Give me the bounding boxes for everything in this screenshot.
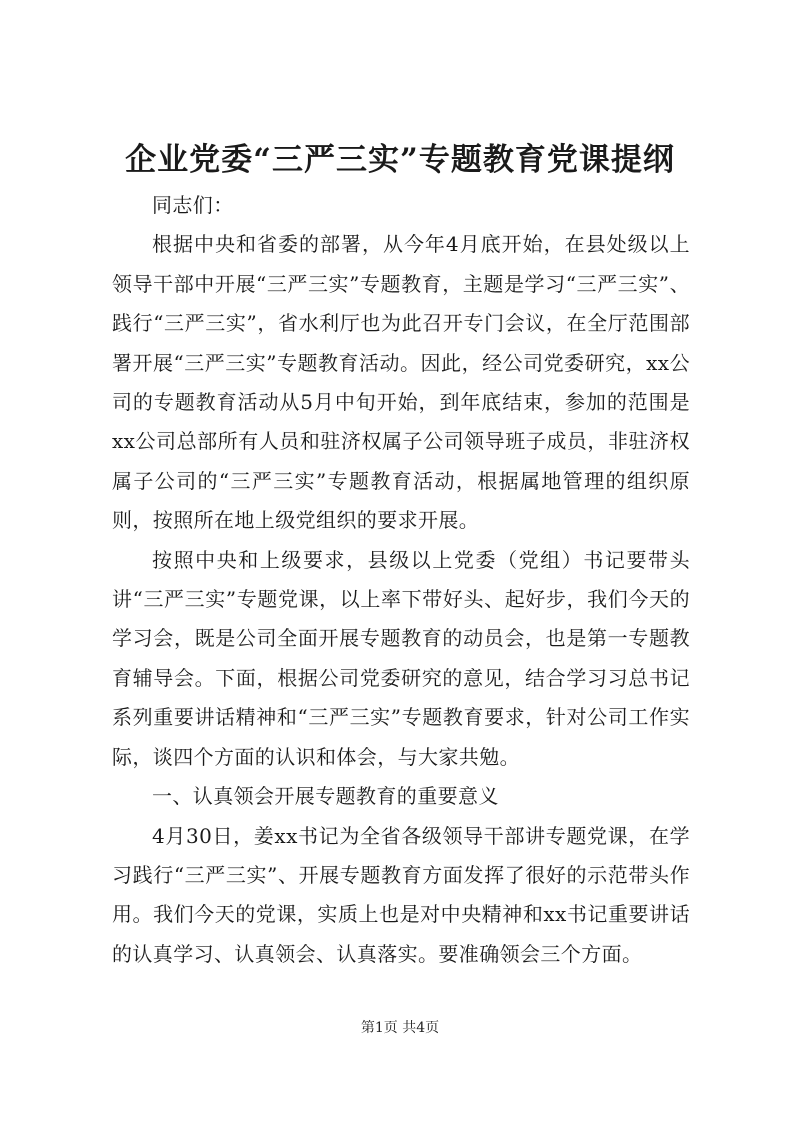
salutation-paragraph: 同志们：	[152, 193, 234, 217]
document-body	[112, 186, 690, 974]
body-paragraph-3: 4月30日，姜xx书记为全省各级领导干部讲专题党课，在学习践行“三严三实”、开展专题教育方面发挥了很好的示范带头作用。我们今天的党课，实质上也是对中央精神和xx书记重要讲话的认真学习、认真领会、认真落实。要准确领会三个方面。	[112, 823, 690, 966]
body-paragraph-1: 根据中央和省委的部署，从今年4月底开始，在县处级以上领导干部中开展“三严三实”专题教育，主题是学习“三严三实”、践行“三严三实”，省水利厅也为此召开专门会议，在全厅范围部署开展“三严三实”专题教育活动。因此，经公司党委研究，xx公司的专题教育活动从5月中旬开始，到年底结束，参加的范围是xx公司总部所有人员和驻济权属子公司领导班子成员，非驻济权属子公司的“三严三实”专题教育活动，根据属地管理的组织原则，按照所在地上级党组织的要求开展。	[112, 232, 690, 533]
section-heading-1: 一、认真领会开展专题教育的重要意义	[152, 784, 499, 809]
document-title: 企业党委“三严三实”专题教育党课提纲	[125, 142, 675, 178]
page-number-footer: 第1页 共4页	[360, 1020, 440, 1036]
body-paragraph-2: 按照中央和上级要求，县级以上党委（党组）书记要带头讲“三严三实”专题党课，以上率下带好头、起好步，我们今天的学习会，既是公司全面开展专题教育的动员会，也是第一专题教育辅导会。下面，根据公司党委研究的意见，结合学习习总书记系列重要讲话精神和“三严三实”专题教育要求，针对公司工作实际，谈四个方面的认识和体会，与大家共勉。	[112, 547, 690, 769]
